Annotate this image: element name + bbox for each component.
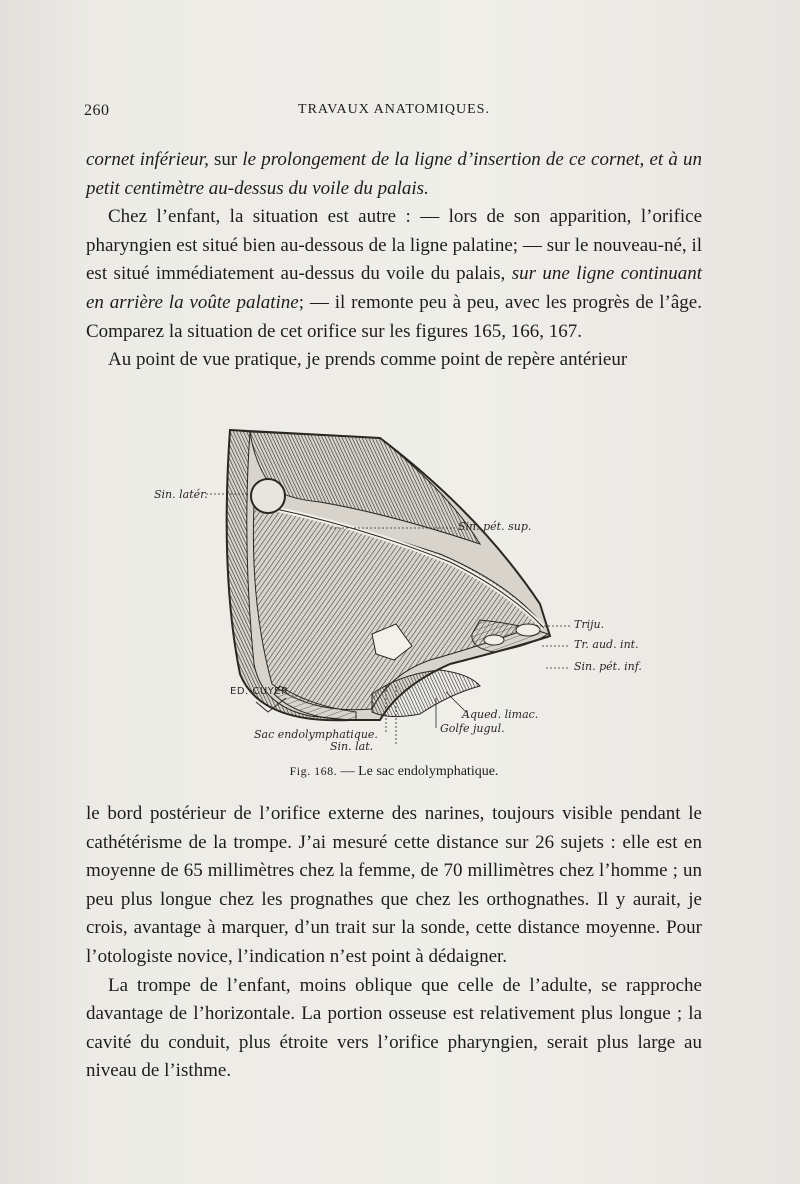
- text-segment: sur une ligne continuant en arrière la voûte palatine: [86, 263, 703, 313]
- label-sin-lat: Sin. lat.: [330, 740, 374, 753]
- label-sin-later: Sin. latér.: [154, 488, 208, 501]
- label-tr-aud-int: Tr. aud. int.: [574, 638, 639, 651]
- anatomical-illustration: [150, 424, 660, 764]
- engraver-signature: ED. CUYER: [230, 686, 289, 697]
- text-segment: le prolongement de la ligne d’insertion de ce cornet, et à un petit centimètre au-dessus du voile du palais.: [86, 149, 702, 199]
- text-segment: cornet inférieur,: [86, 149, 209, 170]
- paragraph: [86, 146, 702, 203]
- text-segment: Chez l’enfant, la situation est autre : — lors de son apparition, l’orifice pharyngien est situé bien au-dessous de la ligne palatine; — sur le nouveau-né, il est situé immédiatement au-dessus du voile du palais,: [86, 206, 702, 285]
- paragraph: [86, 800, 702, 972]
- label-golfe-jugul: Golfe jugul.: [440, 722, 505, 735]
- label-triju: Triju.: [574, 618, 605, 631]
- figure-caption: [86, 764, 702, 780]
- text-segment: sur: [208, 149, 243, 170]
- label-aqued-limac: Aqued. limac.: [462, 708, 539, 721]
- figure-number: Fig. 168.: [289, 764, 338, 778]
- text-segment: le bord postérieur de l’orifice externe des narines, toujours visible pendant le cathétérisme de la trompe. J’ai mesuré cette distance sur 26 sujets : elle est en moyenne de 65 millimètres chez la femme, de 70 millimètres chez l’homme ; un peu plus longue chez les prognathes que chez les orthognathes. Il y aurait, je crois, avantage à marquer, d’un trait sur la sonde, cette distance moyenne. Pour l’otologiste novice, l’indication n’est point à dédaigner.: [86, 803, 702, 967]
- paragraph: [86, 346, 702, 375]
- caption-text: — Le sac endolymphatique.: [337, 764, 499, 779]
- text-block-top: [86, 146, 702, 375]
- label-sin-pet-inf: Sin. pét. inf.: [574, 660, 642, 673]
- text-segment: La trompe de l’enfant, moins oblique que celle de l’adulte, se rapproche davantage de l’horizontale. La portion osseuse est relativement plus longue ; la cavité du conduit, plus étroite vers l’orifice pharyngien, serait plus large au niveau de l’isthme.: [86, 974, 702, 1082]
- page-number: 260: [84, 102, 110, 119]
- page-header: [84, 102, 704, 132]
- text-segment: ; — il remonte peu à peu, avec les progrès de l’âge. Comparez la situation de cet orifice sur les figures 165, 166, 167.: [86, 291, 702, 342]
- paragraph: [86, 203, 702, 346]
- label-sac-endolymphatique: Sac endolymphatique.: [254, 728, 378, 741]
- text-segment: Au point de vue pratique, je prends comme point de repère antérieur: [108, 349, 628, 371]
- label-sin-pet-sup: Sin. pét. sup.: [458, 520, 532, 533]
- text-block-bottom: [86, 800, 702, 1086]
- running-head: TRAVAUX ANATOMIQUES.: [298, 102, 490, 117]
- paragraph: [86, 972, 702, 1086]
- figure-168: [150, 424, 660, 764]
